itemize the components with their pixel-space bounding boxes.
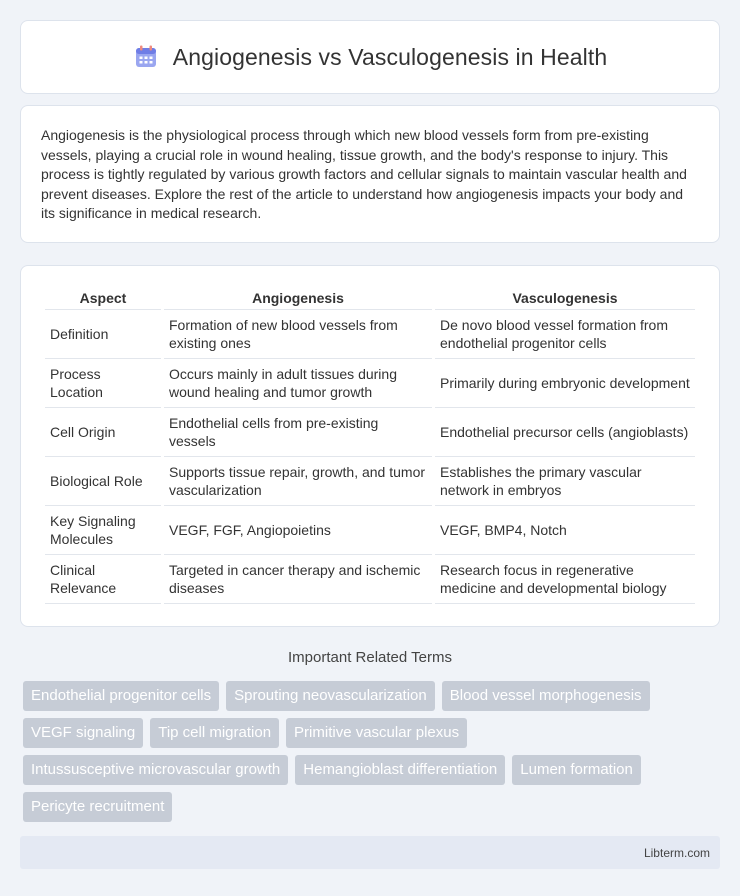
cell-angiogenesis: Occurs mainly in adult tissues during wound healing and tumor growth: [164, 359, 432, 408]
cell-angiogenesis: VEGF, FGF, Angiopoietins: [164, 506, 432, 555]
related-term-tag[interactable]: Blood vessel morphogenesis: [442, 681, 650, 711]
header-vasculogenesis: Vasculogenesis: [435, 284, 695, 310]
related-term-tag[interactable]: Primitive vascular plexus: [286, 718, 467, 748]
related-terms-title: Important Related Terms: [288, 649, 452, 666]
table-header-row: [45, 284, 695, 310]
cell-aspect: Process Location: [45, 359, 161, 408]
comparison-table: [42, 284, 698, 604]
cell-aspect: Key Signaling Molecules: [45, 506, 161, 555]
table-row: [45, 359, 695, 408]
table-row: [45, 555, 695, 604]
comparison-card: [20, 265, 720, 627]
cell-vasculogenesis: De novo blood vessel formation from endothelial progenitor cells: [435, 310, 695, 359]
table-row: [45, 457, 695, 506]
table-row: [45, 310, 695, 359]
cell-angiogenesis: Endothelial cells from pre-existing vessels: [164, 408, 432, 457]
header-aspect: Aspect: [45, 284, 161, 310]
cell-aspect: Biological Role: [45, 457, 161, 506]
intro-card: [20, 105, 720, 243]
table-row: [45, 506, 695, 555]
related-term-tag[interactable]: Tip cell migration: [150, 718, 279, 748]
cell-vasculogenesis: Endothelial precursor cells (angioblasts): [435, 408, 695, 457]
page-title: Angiogenesis vs Vasculogenesis in Health: [172, 43, 608, 70]
cell-angiogenesis: Formation of new blood vessels from existing ones: [164, 310, 432, 359]
page-header: [20, 20, 720, 94]
cell-angiogenesis: Supports tissue repair, growth, and tumor vascularization: [164, 457, 432, 506]
related-terms-list: [20, 681, 720, 822]
cell-aspect: Cell Origin: [45, 408, 161, 457]
related-term-tag[interactable]: Lumen formation: [512, 755, 641, 785]
cell-aspect: Definition: [45, 310, 161, 359]
intro-text: Angiogenesis is the physiological process through which new blood vessels form from pre-existing vessels, playing a crucial role in wound healing, tissue growth, and the body's response to injury. This process is tightly regulated by various growth factors and cellular signals to maintain vascular health and prevent diseases. Explore the rest of the article to understand how angiogenesis impacts your body and its significance in medical research.: [41, 127, 687, 222]
cell-aspect: Clinical Relevance: [45, 555, 161, 604]
related-term-tag[interactable]: Sprouting neovascularization: [226, 681, 435, 711]
cell-angiogenesis: Targeted in cancer therapy and ischemic diseases: [164, 555, 432, 604]
table-row: [45, 408, 695, 457]
related-term-tag[interactable]: Hemangioblast differentiation: [295, 755, 505, 785]
calendar-icon: [133, 44, 159, 70]
related-term-tag[interactable]: Pericyte recruitment: [23, 792, 172, 822]
related-term-tag[interactable]: VEGF signaling: [23, 718, 143, 748]
related-term-tag[interactable]: Endothelial progenitor cells: [23, 681, 219, 711]
cell-vasculogenesis: VEGF, BMP4, Notch: [435, 506, 695, 555]
cell-vasculogenesis: Establishes the primary vascular network in embryos: [435, 457, 695, 506]
header-angiogenesis: Angiogenesis: [164, 284, 432, 310]
related-term-tag[interactable]: Intussusceptive microvascular growth: [23, 755, 288, 785]
page-footer: [20, 836, 720, 869]
cell-vasculogenesis: Primarily during embryonic development: [435, 359, 695, 408]
footer-site-link[interactable]: Libterm.com: [643, 845, 710, 860]
cell-vasculogenesis: Research focus in regenerative medicine and developmental biology: [435, 555, 695, 604]
